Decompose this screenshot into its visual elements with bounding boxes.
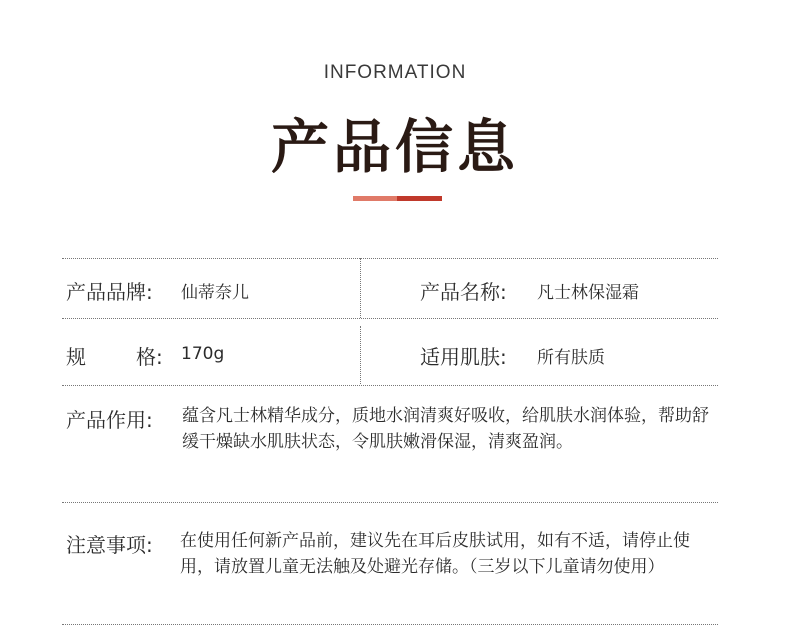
- info-eyebrow: INFORMATION: [323, 62, 467, 83]
- product-name-label: 产品名称:: [420, 280, 507, 304]
- spec-value: 170g: [181, 344, 225, 364]
- product-name-value: 凡士林保湿霜: [537, 283, 639, 303]
- column-divider: [360, 258, 361, 318]
- page-title: 产品信息: [270, 113, 519, 181]
- column-divider: [360, 326, 361, 384]
- row-divider: [62, 624, 718, 625]
- row-divider: [62, 318, 718, 319]
- skin-type-value: 所有肤质: [537, 348, 605, 368]
- row-divider: [62, 385, 718, 386]
- title-accent-left: [353, 196, 397, 201]
- row-divider: [62, 502, 718, 503]
- row-divider: [62, 258, 718, 259]
- notice-label: 注意事项:: [66, 533, 153, 557]
- effect-text: 蕴含凡士林精华成分，质地水润清爽好吸收，给肌肤水润体验，帮助舒缓干燥缺水肌肤状态，令肌肤嫩滑保湿，清爽盈润。: [182, 406, 709, 452]
- spec-label-first: 规: [66, 345, 86, 369]
- title-accent-right: [397, 196, 442, 201]
- brand-label: 产品品牌:: [66, 280, 153, 304]
- effect-label: 产品作用:: [66, 408, 153, 432]
- notice-text: 在使用任何新产品前，建议先在耳后皮肤试用，如有不适，请停止使用，请放置儿童无法触及处避光存储。（三岁以下儿童请勿使用）: [180, 531, 690, 577]
- spec-label-second: 格:: [136, 345, 163, 369]
- skin-type-label: 适用肌肤:: [420, 345, 507, 369]
- brand-value: 仙蒂奈儿: [181, 283, 249, 303]
